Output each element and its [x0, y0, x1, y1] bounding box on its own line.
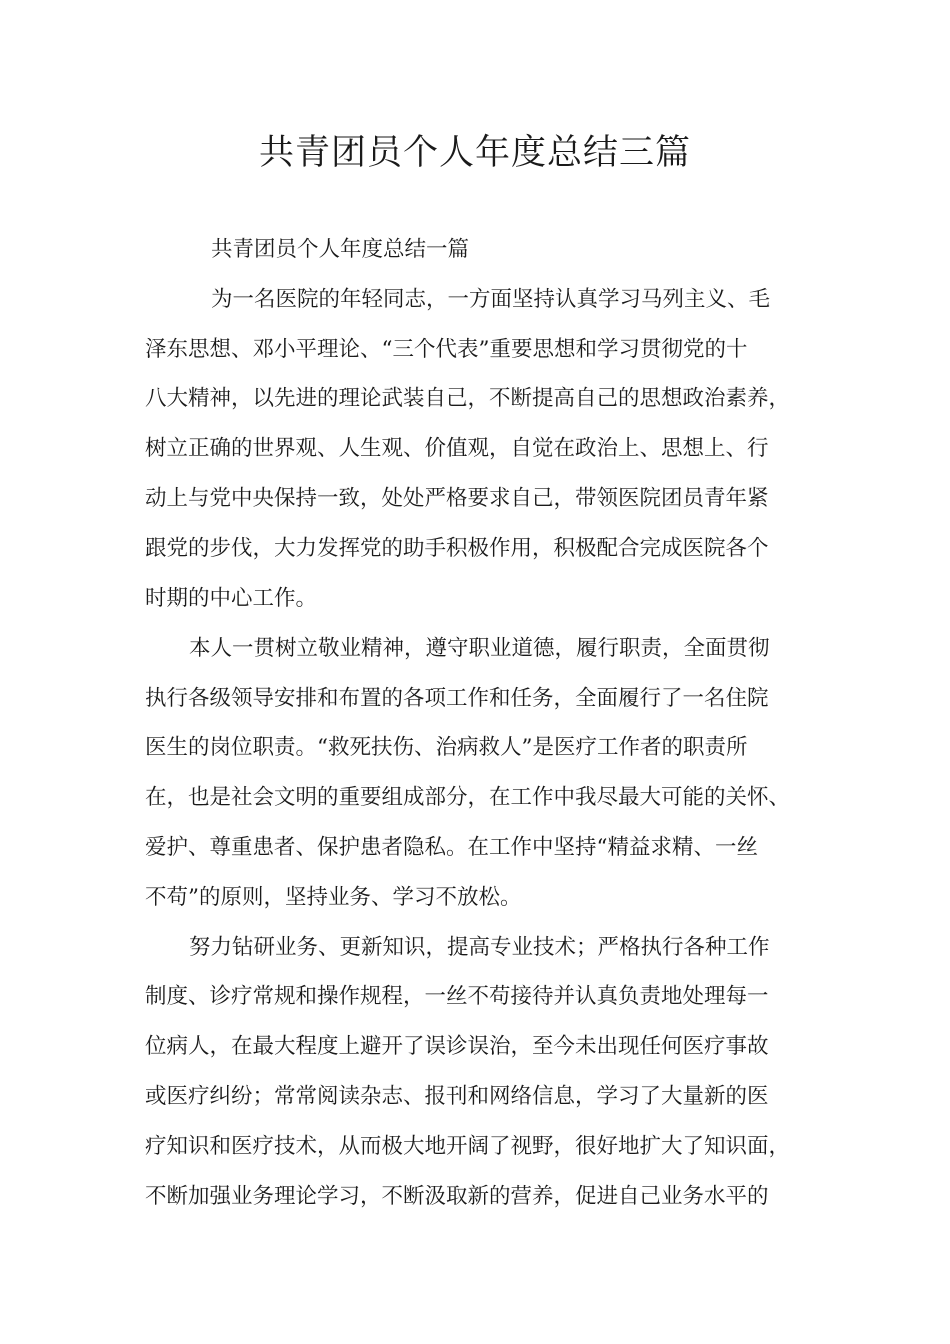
text-line: 疗知识和医疗技术，从而极大地开阔了视野，很好地扩大了知识面，: [145, 1134, 791, 1159]
text-line: 或医疗纠纷；常常阅读杂志、报刊和网络信息，学习了大量新的医: [145, 1084, 769, 1109]
text-line: 动上与党中央保持一致，处处严格要求自己，带领医院团员青年紧: [145, 486, 769, 511]
text-line: 时期的中心工作。: [145, 586, 318, 611]
text-line: 树立正确的世界观、人生观、价值观，自觉在政治上、思想上、行: [145, 436, 769, 461]
section-heading: 共青团员个人年度总结一篇: [211, 237, 470, 262]
text-line: 不苟”的原则，坚持业务、学习不放松。: [145, 885, 522, 910]
text-line: 医生的岗位职责。“救死扶伤、治病救人”是医疗工作者的职责所: [145, 735, 748, 760]
text-line: 为一名医院的年轻同志，一方面坚持认真学习马列主义、毛: [211, 287, 771, 312]
document-title: 共青团员个人年度总结三篇: [258, 133, 691, 173]
text-line: 在，也是社会文明的重要组成部分，在工作中我尽最大可能的关怀、: [145, 785, 791, 810]
text-line: 位病人，在最大程度上避开了误诊误治，至今未出现任何医疗事故: [145, 1034, 769, 1059]
text-line: 制度、诊疗常规和操作规程，一丝不苟接待并认真负责地处理每一: [145, 984, 769, 1009]
text-line: 执行各级领导安排和布置的各项工作和任务，全面履行了一名住院: [145, 686, 769, 711]
text-line: 泽东思想、邓小平理论、“三个代表”重要思想和学习贯彻党的十: [145, 337, 748, 362]
text-line: 跟党的步伐，大力发挥党的助手积极作用，积极配合完成医院各个: [145, 536, 769, 561]
text-line: 本人一贯树立敬业精神，遵守职业道德，履行职责，全面贯彻: [189, 636, 770, 661]
text-line: 努力钻研业务、更新知识，提高专业技术；严格执行各种工作: [189, 935, 770, 960]
text-line: 不断加强业务理论学习，不断汲取新的营养，促进自己业务水平的: [145, 1184, 769, 1209]
text-line: 爱护、尊重患者、保护患者隐私。在工作中坚持“精益求精、一丝: [145, 835, 758, 860]
text-line: 八大精神，以先进的理论武装自己，不断提高自己的思想政治素养，: [145, 386, 791, 411]
